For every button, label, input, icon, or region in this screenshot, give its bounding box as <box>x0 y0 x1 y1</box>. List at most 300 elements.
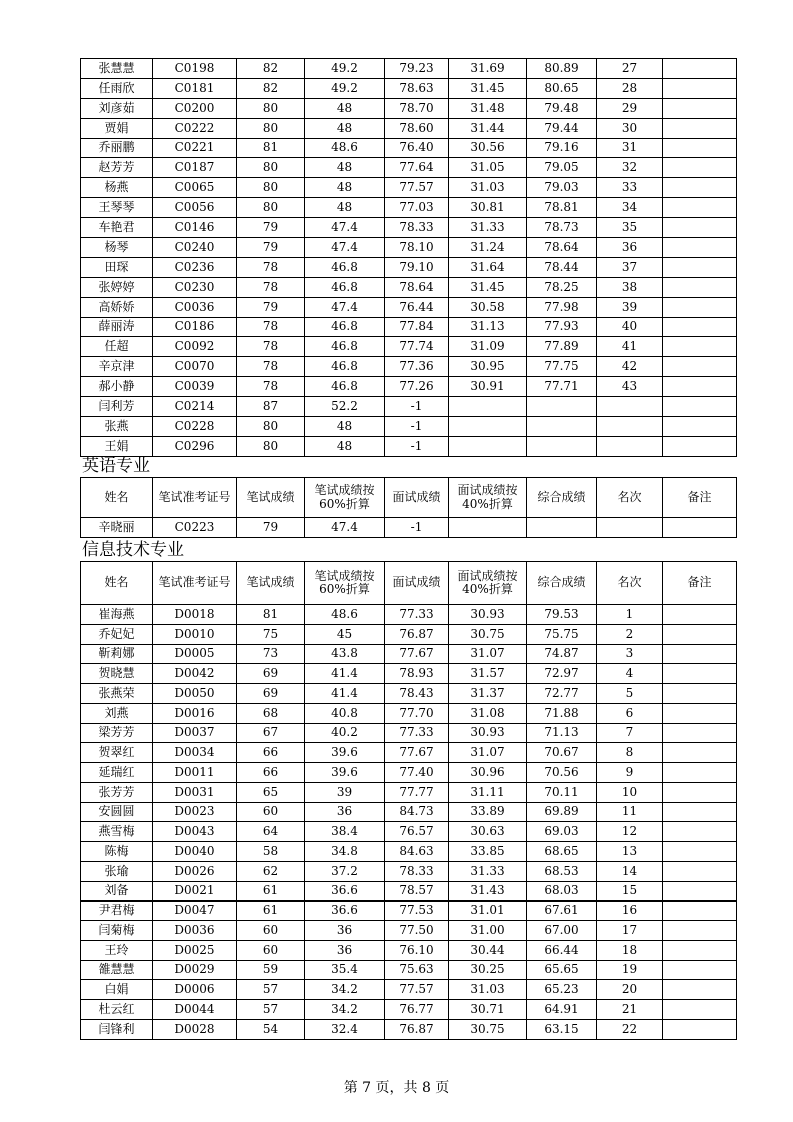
cell-name: 尹君梅 <box>81 901 153 921</box>
header-interview-40pct: 面试成绩按40%折算 <box>449 562 527 605</box>
cell-written-60pct: 37.2 <box>305 861 385 881</box>
header-total-score: 综合成绩 <box>527 562 597 605</box>
cell-name: 靳莉娜 <box>81 644 153 664</box>
cell-interview-score: 76.44 <box>385 297 449 317</box>
cell-name: 张瑜 <box>81 861 153 881</box>
cell-total-score: 79.05 <box>527 158 597 178</box>
cell-exam-id: D0026 <box>153 861 237 881</box>
table-row <box>81 763 737 783</box>
cell-written-60pct: 48 <box>305 178 385 198</box>
cell-rank: 1 <box>597 605 663 625</box>
cell-name: 白娟 <box>81 980 153 1000</box>
cell-remark <box>663 723 737 743</box>
cell-interview-score: 76.87 <box>385 624 449 644</box>
cell-written-60pct: 47.4 <box>305 297 385 317</box>
cell-interview-score: 77.64 <box>385 158 449 178</box>
table-row <box>81 98 737 118</box>
cell-interview-40pct: 30.44 <box>449 940 527 960</box>
cell-remark <box>663 861 737 881</box>
cell-exam-id: C0221 <box>153 138 237 158</box>
header-row <box>81 478 737 518</box>
cell-interview-40pct: 31.44 <box>449 118 527 138</box>
cell-remark <box>663 59 737 79</box>
cell-rank: 9 <box>597 763 663 783</box>
cell-remark <box>663 198 737 218</box>
cell-written-60pct: 32.4 <box>305 1019 385 1039</box>
cell-written-score: 78 <box>237 357 305 377</box>
info-tech-score-table <box>80 561 737 1040</box>
cell-rank: 16 <box>597 901 663 921</box>
cell-total-score: 69.89 <box>527 802 597 822</box>
cell-interview-40pct: 31.33 <box>449 218 527 238</box>
cell-remark <box>663 397 737 417</box>
cell-name: 杜云红 <box>81 1000 153 1020</box>
cell-total-score: 65.65 <box>527 960 597 980</box>
cell-interview-score: 77.57 <box>385 178 449 198</box>
cell-written-score: 80 <box>237 98 305 118</box>
table-row <box>81 118 737 138</box>
cell-total-score: 77.71 <box>527 377 597 397</box>
header-row <box>81 562 737 605</box>
cell-exam-id: D0016 <box>153 703 237 723</box>
cell-interview-40pct: 31.00 <box>449 921 527 941</box>
cell-remark <box>663 960 737 980</box>
cell-exam-id: C0223 <box>153 518 237 538</box>
table-row <box>81 1019 737 1039</box>
cell-exam-id: D0031 <box>153 782 237 802</box>
cell-written-score: 61 <box>237 881 305 901</box>
cell-written-score: 58 <box>237 842 305 862</box>
cell-written-score: 66 <box>237 763 305 783</box>
table-row <box>81 138 737 158</box>
table-row <box>81 723 737 743</box>
cell-written-60pct: 48 <box>305 118 385 138</box>
cell-remark <box>663 822 737 842</box>
table-row <box>81 861 737 881</box>
cell-name: 刘彦茹 <box>81 98 153 118</box>
cell-interview-score: 75.63 <box>385 960 449 980</box>
cell-rank: 10 <box>597 782 663 802</box>
cell-rank <box>597 436 663 456</box>
cell-exam-id: C0200 <box>153 98 237 118</box>
cell-total-score: 79.44 <box>527 118 597 138</box>
cell-interview-score: 78.60 <box>385 118 449 138</box>
cell-total-score: 65.23 <box>527 980 597 1000</box>
cell-exam-id: C0296 <box>153 436 237 456</box>
cell-total-score: 77.93 <box>527 317 597 337</box>
cell-written-score: 82 <box>237 59 305 79</box>
table-row <box>81 802 737 822</box>
cell-written-60pct: 35.4 <box>305 960 385 980</box>
header-exam-id: 笔试准考证号 <box>153 562 237 605</box>
cell-remark <box>663 218 737 238</box>
cell-name: 辛晓丽 <box>81 518 153 538</box>
cell-total-score: 69.03 <box>527 822 597 842</box>
header-written-score: 笔试成绩 <box>237 562 305 605</box>
cell-interview-score: 79.23 <box>385 59 449 79</box>
cell-written-60pct: 47.4 <box>305 238 385 258</box>
cell-interview-40pct: 30.96 <box>449 763 527 783</box>
cell-interview-score: 77.53 <box>385 901 449 921</box>
cell-rank: 22 <box>597 1019 663 1039</box>
cell-name: 任雨欣 <box>81 78 153 98</box>
table-row <box>81 743 737 763</box>
cell-name: 杨琴 <box>81 238 153 258</box>
cell-interview-score: 77.33 <box>385 723 449 743</box>
cell-remark <box>663 1000 737 1020</box>
cell-interview-score: 78.63 <box>385 78 449 98</box>
cell-written-score: 78 <box>237 317 305 337</box>
cell-total-score: 64.91 <box>527 1000 597 1020</box>
cell-exam-id: C0230 <box>153 277 237 297</box>
table-row <box>81 178 737 198</box>
cell-interview-40pct: 31.03 <box>449 178 527 198</box>
cell-interview-40pct: 31.45 <box>449 78 527 98</box>
cell-total-score: 79.16 <box>527 138 597 158</box>
score-table-continued <box>80 58 737 457</box>
cell-written-score: 80 <box>237 198 305 218</box>
cell-remark <box>663 357 737 377</box>
cell-written-60pct: 46.8 <box>305 377 385 397</box>
cell-remark <box>663 605 737 625</box>
header-interview-score: 面试成绩 <box>385 562 449 605</box>
cell-total-score: 70.56 <box>527 763 597 783</box>
cell-total-score: 71.88 <box>527 703 597 723</box>
cell-written-score: 79 <box>237 297 305 317</box>
cell-remark <box>663 842 737 862</box>
cell-exam-id: C0146 <box>153 218 237 238</box>
table-row <box>81 357 737 377</box>
cell-written-60pct: 47.4 <box>305 518 385 538</box>
cell-written-60pct: 39.6 <box>305 763 385 783</box>
cell-written-score: 73 <box>237 644 305 664</box>
cell-interview-40pct: 33.89 <box>449 802 527 822</box>
cell-written-score: 80 <box>237 158 305 178</box>
cell-written-score: 80 <box>237 417 305 437</box>
cell-written-60pct: 46.8 <box>305 337 385 357</box>
cell-interview-score: 78.10 <box>385 238 449 258</box>
table-row <box>81 624 737 644</box>
cell-rank: 18 <box>597 940 663 960</box>
table-row <box>81 842 737 862</box>
cell-rank: 12 <box>597 822 663 842</box>
cell-name: 田琛 <box>81 257 153 277</box>
cell-remark <box>663 763 737 783</box>
cell-interview-40pct: 30.25 <box>449 960 527 980</box>
cell-interview-score: 77.77 <box>385 782 449 802</box>
cell-remark <box>663 743 737 763</box>
table-row <box>81 940 737 960</box>
cell-written-score: 66 <box>237 743 305 763</box>
cell-rank: 42 <box>597 357 663 377</box>
cell-rank: 37 <box>597 257 663 277</box>
cell-interview-40pct: 31.64 <box>449 257 527 277</box>
cell-interview-40pct: 30.93 <box>449 723 527 743</box>
table-row <box>81 518 737 538</box>
cell-rank: 32 <box>597 158 663 178</box>
cell-written-score: 81 <box>237 605 305 625</box>
cell-interview-score: -1 <box>385 436 449 456</box>
cell-interview-40pct: 33.85 <box>449 842 527 862</box>
english-score-table <box>80 477 737 538</box>
cell-written-60pct: 41.4 <box>305 684 385 704</box>
cell-written-score: 60 <box>237 802 305 822</box>
cell-rank: 2 <box>597 624 663 644</box>
cell-written-60pct: 47.4 <box>305 218 385 238</box>
cell-written-60pct: 45 <box>305 624 385 644</box>
cell-total-score: 72.77 <box>527 684 597 704</box>
table-row <box>81 417 737 437</box>
cell-name: 张燕荣 <box>81 684 153 704</box>
cell-total-score: 80.65 <box>527 78 597 98</box>
cell-remark <box>663 417 737 437</box>
cell-name: 张芳芳 <box>81 782 153 802</box>
cell-written-score: 78 <box>237 257 305 277</box>
header-exam-id: 笔试准考证号 <box>153 478 237 518</box>
cell-rank: 28 <box>597 78 663 98</box>
cell-written-60pct: 46.8 <box>305 357 385 377</box>
cell-remark <box>663 337 737 357</box>
cell-interview-40pct: 30.63 <box>449 822 527 842</box>
cell-interview-40pct: 30.91 <box>449 377 527 397</box>
cell-interview-40pct: 30.93 <box>449 605 527 625</box>
cell-interview-score: -1 <box>385 518 449 538</box>
cell-written-score: 82 <box>237 78 305 98</box>
cell-name: 张慧慧 <box>81 59 153 79</box>
table-row <box>81 397 737 417</box>
cell-written-60pct: 36 <box>305 940 385 960</box>
table-row <box>81 377 737 397</box>
cell-written-60pct: 49.2 <box>305 78 385 98</box>
cell-written-score: 62 <box>237 861 305 881</box>
cell-interview-40pct: 31.57 <box>449 664 527 684</box>
cell-exam-id: D0005 <box>153 644 237 664</box>
cell-name: 王琴琴 <box>81 198 153 218</box>
cell-total-score: 77.75 <box>527 357 597 377</box>
cell-written-score: 80 <box>237 436 305 456</box>
cell-name: 贺晓慧 <box>81 664 153 684</box>
cell-total-score: 68.65 <box>527 842 597 862</box>
cell-exam-id: D0047 <box>153 901 237 921</box>
cell-name: 闫菊梅 <box>81 921 153 941</box>
cell-name: 郝小静 <box>81 377 153 397</box>
table-row <box>81 238 737 258</box>
cell-name: 延瑞红 <box>81 763 153 783</box>
cell-written-60pct: 43.8 <box>305 644 385 664</box>
cell-rank: 38 <box>597 277 663 297</box>
cell-interview-score: 77.40 <box>385 763 449 783</box>
cell-interview-40pct: 31.24 <box>449 238 527 258</box>
section-title-info-tech: 信息技术专业 <box>82 540 184 560</box>
header-written-score: 笔试成绩 <box>237 478 305 518</box>
cell-exam-id: C0070 <box>153 357 237 377</box>
cell-exam-id: D0037 <box>153 723 237 743</box>
cell-exam-id: D0043 <box>153 822 237 842</box>
cell-written-score: 80 <box>237 178 305 198</box>
cell-total-score: 68.03 <box>527 881 597 901</box>
table-row <box>81 218 737 238</box>
cell-name: 安圆圆 <box>81 802 153 822</box>
table-row <box>81 644 737 664</box>
table-row <box>81 960 737 980</box>
cell-written-score: 81 <box>237 138 305 158</box>
table-row <box>81 78 737 98</box>
table-row <box>81 822 737 842</box>
cell-interview-score: 77.70 <box>385 703 449 723</box>
cell-rank: 14 <box>597 861 663 881</box>
cell-written-60pct: 48 <box>305 436 385 456</box>
table-row <box>81 257 737 277</box>
cell-exam-id: C0198 <box>153 59 237 79</box>
cell-total-score: 74.87 <box>527 644 597 664</box>
table-row <box>81 198 737 218</box>
cell-rank: 4 <box>597 664 663 684</box>
cell-name: 雒慧慧 <box>81 960 153 980</box>
table-row <box>81 980 737 1000</box>
cell-written-score: 69 <box>237 664 305 684</box>
header-total-score: 综合成绩 <box>527 478 597 518</box>
cell-exam-id: C0092 <box>153 337 237 357</box>
cell-rank: 27 <box>597 59 663 79</box>
cell-remark <box>663 644 737 664</box>
cell-interview-score: 77.26 <box>385 377 449 397</box>
cell-rank: 40 <box>597 317 663 337</box>
cell-rank: 39 <box>597 297 663 317</box>
cell-rank: 6 <box>597 703 663 723</box>
header-rank: 名次 <box>597 478 663 518</box>
page-footer: 第 7 页，共 8 页 <box>343 1080 450 1096</box>
cell-exam-id: D0011 <box>153 763 237 783</box>
cell-name: 高娇娇 <box>81 297 153 317</box>
cell-interview-40pct: 31.13 <box>449 317 527 337</box>
cell-exam-id: C0181 <box>153 78 237 98</box>
cell-exam-id: D0010 <box>153 624 237 644</box>
cell-name: 赵芳芳 <box>81 158 153 178</box>
cell-written-60pct: 46.8 <box>305 257 385 277</box>
cell-remark <box>663 297 737 317</box>
cell-interview-score: 78.64 <box>385 277 449 297</box>
cell-written-60pct: 34.2 <box>305 980 385 1000</box>
cell-rank: 43 <box>597 377 663 397</box>
cell-written-score: 79 <box>237 218 305 238</box>
cell-interview-score: 78.93 <box>385 664 449 684</box>
cell-interview-score: 77.50 <box>385 921 449 941</box>
cell-name: 贾娟 <box>81 118 153 138</box>
cell-interview-40pct: 31.48 <box>449 98 527 118</box>
cell-name: 张燕 <box>81 417 153 437</box>
cell-total-score: 72.97 <box>527 664 597 684</box>
section-title-english: 英语专业 <box>82 456 150 476</box>
cell-total-score <box>527 397 597 417</box>
cell-total-score: 70.11 <box>527 782 597 802</box>
cell-interview-score: 78.57 <box>385 881 449 901</box>
cell-written-score: 68 <box>237 703 305 723</box>
cell-name: 车艳君 <box>81 218 153 238</box>
cell-rank <box>597 397 663 417</box>
cell-name: 崔海燕 <box>81 605 153 625</box>
cell-written-60pct: 34.2 <box>305 1000 385 1020</box>
table-row <box>81 605 737 625</box>
cell-interview-score: 77.84 <box>385 317 449 337</box>
cell-remark <box>663 940 737 960</box>
cell-exam-id: D0036 <box>153 921 237 941</box>
cell-interview-40pct <box>449 518 527 538</box>
cell-written-60pct: 48 <box>305 198 385 218</box>
cell-remark <box>663 664 737 684</box>
cell-interview-40pct: 31.45 <box>449 277 527 297</box>
cell-written-score: 60 <box>237 940 305 960</box>
cell-remark <box>663 178 737 198</box>
cell-written-score: 80 <box>237 118 305 138</box>
cell-rank: 33 <box>597 178 663 198</box>
table-row <box>81 664 737 684</box>
cell-total-score <box>527 417 597 437</box>
cell-exam-id: C0236 <box>153 257 237 277</box>
cell-written-60pct: 39 <box>305 782 385 802</box>
cell-interview-score: 76.57 <box>385 822 449 842</box>
cell-remark <box>663 1019 737 1039</box>
cell-exam-id: C0039 <box>153 377 237 397</box>
cell-interview-40pct <box>449 436 527 456</box>
cell-written-score: 79 <box>237 238 305 258</box>
cell-remark <box>663 518 737 538</box>
cell-remark <box>663 118 737 138</box>
cell-interview-score: 84.73 <box>385 802 449 822</box>
cell-interview-score: 78.33 <box>385 861 449 881</box>
table-row <box>81 158 737 178</box>
cell-interview-40pct: 31.08 <box>449 703 527 723</box>
cell-rank: 20 <box>597 980 663 1000</box>
cell-written-score: 79 <box>237 518 305 538</box>
header-written-60pct: 笔试成绩按60%折算 <box>305 562 385 605</box>
cell-remark <box>663 881 737 901</box>
cell-rank: 35 <box>597 218 663 238</box>
cell-interview-score: 77.33 <box>385 605 449 625</box>
cell-remark <box>663 802 737 822</box>
cell-interview-40pct: 31.11 <box>449 782 527 802</box>
header-remark: 备注 <box>663 478 737 518</box>
cell-written-score: 75 <box>237 624 305 644</box>
table-row <box>81 317 737 337</box>
cell-interview-score: 84.63 <box>385 842 449 862</box>
cell-exam-id: C0222 <box>153 118 237 138</box>
cell-interview-score: 77.74 <box>385 337 449 357</box>
cell-interview-score: 77.67 <box>385 644 449 664</box>
cell-name: 贺翠红 <box>81 743 153 763</box>
cell-interview-40pct <box>449 397 527 417</box>
table-row <box>81 59 737 79</box>
table-row <box>81 436 737 456</box>
cell-written-score: 54 <box>237 1019 305 1039</box>
cell-name: 刘燕 <box>81 703 153 723</box>
cell-exam-id: C0036 <box>153 297 237 317</box>
cell-written-60pct: 48 <box>305 417 385 437</box>
cell-remark <box>663 782 737 802</box>
cell-total-score: 78.44 <box>527 257 597 277</box>
cell-total-score: 75.75 <box>527 624 597 644</box>
cell-written-60pct: 39.6 <box>305 743 385 763</box>
cell-remark <box>663 158 737 178</box>
cell-remark <box>663 980 737 1000</box>
cell-exam-id: C0187 <box>153 158 237 178</box>
cell-total-score <box>527 518 597 538</box>
table-row <box>81 277 737 297</box>
cell-interview-40pct: 31.33 <box>449 861 527 881</box>
cell-name: 闫利芳 <box>81 397 153 417</box>
cell-written-60pct: 46.8 <box>305 277 385 297</box>
cell-interview-40pct: 30.56 <box>449 138 527 158</box>
cell-total-score: 67.00 <box>527 921 597 941</box>
